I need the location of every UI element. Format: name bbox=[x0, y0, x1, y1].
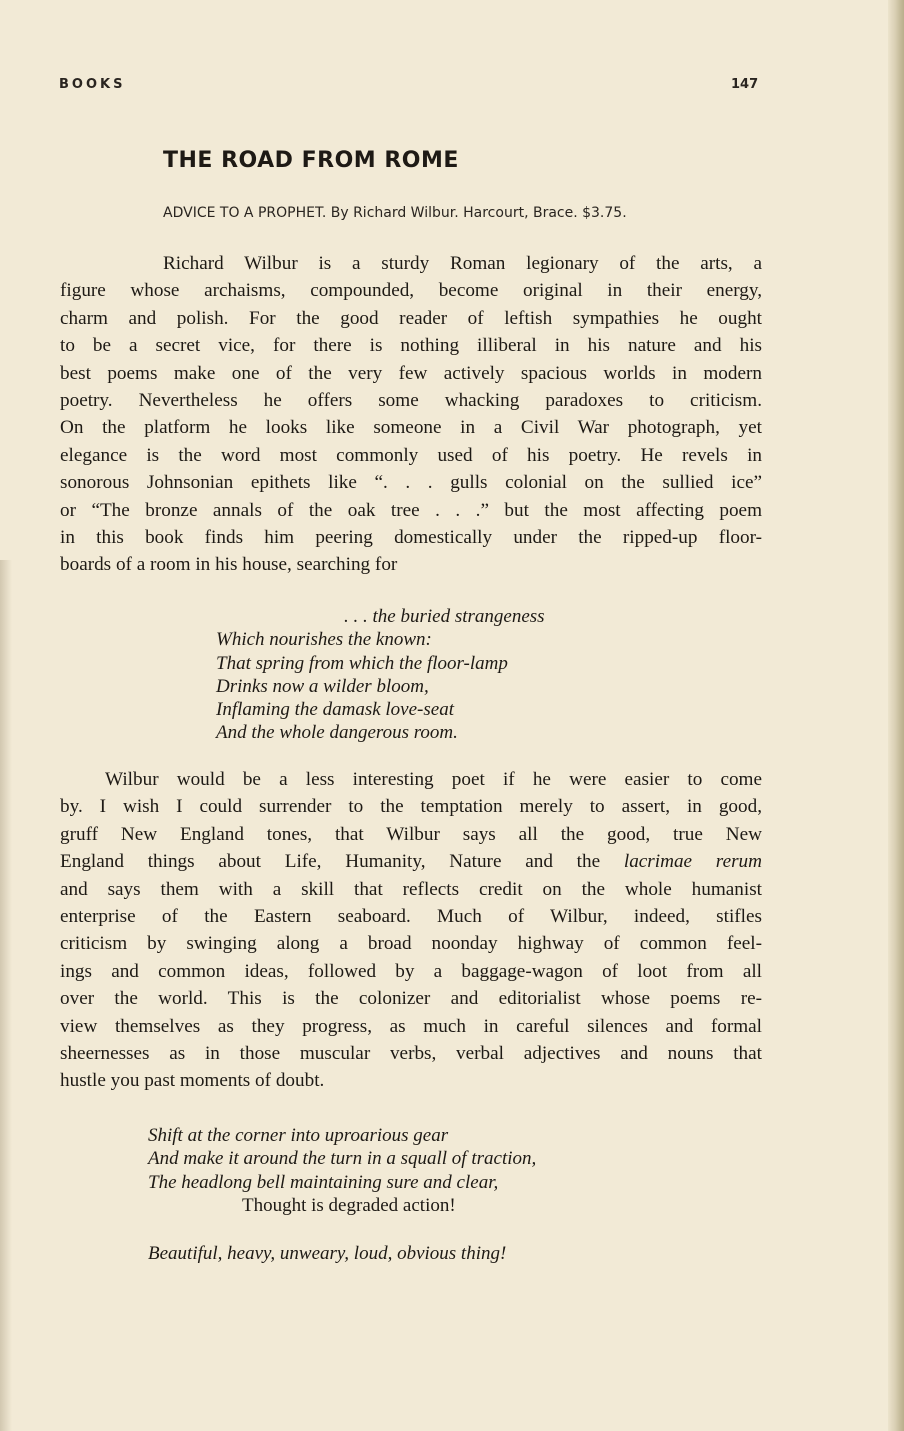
text-line: sheernesses as in those muscular verbs, verbal adjectives and nouns that bbox=[60, 1042, 762, 1064]
text-line: elegance is the word most commonly used of his poetry. He revels in bbox=[60, 444, 762, 466]
text-line: over the world. This is the colonizer and editorialist whose poems re- bbox=[60, 988, 762, 1010]
text-line: hustle you past moments of doubt. bbox=[60, 1070, 325, 1092]
text-line bbox=[60, 848, 762, 875]
poem-quote-2 bbox=[148, 1124, 536, 1265]
poem-line: That spring from which the floor-lamp bbox=[216, 652, 508, 674]
paragraph-2 bbox=[60, 766, 762, 1095]
article-title: THE ROAD FROM ROME bbox=[163, 148, 459, 173]
binding-shadow bbox=[0, 560, 12, 1431]
text-line: view themselves as they progress, as much in careful silences and formal bbox=[60, 1015, 762, 1037]
running-head: BOOKS bbox=[59, 77, 126, 92]
text-line: to be a secret vice, for there is nothing illiberal in his nature and his bbox=[60, 335, 762, 357]
paragraph-1 bbox=[60, 250, 762, 579]
text-line: criticism by swinging along a broad noonday highway of common feel- bbox=[60, 933, 762, 955]
text-line: poetry. Nevertheless he offers some whacking paradoxes to criticism. bbox=[60, 389, 762, 411]
text-line: figure whose archaisms, compounded, become original in their energy, bbox=[60, 280, 762, 302]
text-line: best poems make one of the very few actively spacious worlds in modern bbox=[60, 362, 762, 384]
text-line: ings and common ideas, followed by a baggage-wagon of loot from all bbox=[60, 960, 762, 982]
text-line: and says them with a skill that reflects credit on the whole humanist bbox=[60, 878, 762, 900]
poem-line: And the whole dangerous room. bbox=[216, 722, 458, 744]
text-line: in this book finds him peering domestically under the ripped-up floor- bbox=[60, 526, 762, 548]
text-line: enterprise of the Eastern seaboard. Much of Wilbur, indeed, stifles bbox=[60, 905, 762, 927]
latin-phrase: lacrimae rerum bbox=[623, 851, 762, 873]
page-number: 147 bbox=[731, 77, 759, 92]
review-citation: ADVICE TO A PROPHET. By Richard Wilbur. Harcourt, Brace. $3.75. bbox=[163, 205, 627, 221]
text-line: gruff New England tones, that Wilbur says all the good, true New bbox=[60, 823, 762, 845]
page-edge bbox=[888, 0, 904, 1431]
text-segment: England things about Life, Humanity, Nature and the bbox=[60, 851, 624, 873]
text-line: charm and polish. For the good reader of leftish sympathies he ought bbox=[60, 307, 762, 329]
poem-line: . . . the buried strangeness bbox=[344, 606, 545, 627]
text-line: Wilbur would be a less interesting poet if he were easier to come bbox=[105, 769, 762, 790]
text-line: Richard Wilbur is a sturdy Roman legionary of the arts, a bbox=[163, 253, 762, 274]
text-line: sonorous Johnsonian epithets like “. . . gulls colonial on the sullied ice” bbox=[60, 472, 762, 494]
poem-line: And make it around the turn in a squall of traction, bbox=[148, 1148, 537, 1170]
text-line: On the platform he looks like someone in a Civil War photograph, yet bbox=[60, 417, 762, 439]
poem-line: Thought is degraded action! bbox=[242, 1194, 456, 1216]
text-line: boards of a room in his house, searching for bbox=[60, 554, 398, 576]
poem-line: Beautiful, heavy, unweary, loud, obvious thing! bbox=[148, 1243, 507, 1265]
poem-quote-1 bbox=[216, 605, 545, 745]
poem-line: The headlong bell maintaining sure and clear, bbox=[148, 1171, 499, 1193]
text-line: or “The bronze annals of the oak tree . . .” but the most affecting poem bbox=[60, 499, 762, 521]
poem-line: Drinks now a wilder bloom, bbox=[216, 675, 429, 697]
text-line: by. I wish I could surrender to the temptation merely to assert, in good, bbox=[60, 796, 762, 818]
poem-line: Which nourishes the known: bbox=[216, 629, 432, 651]
poem-line: Inflaming the damask love-seat bbox=[216, 699, 454, 721]
poem-line: Shift at the corner into uproarious gear bbox=[148, 1125, 449, 1146]
